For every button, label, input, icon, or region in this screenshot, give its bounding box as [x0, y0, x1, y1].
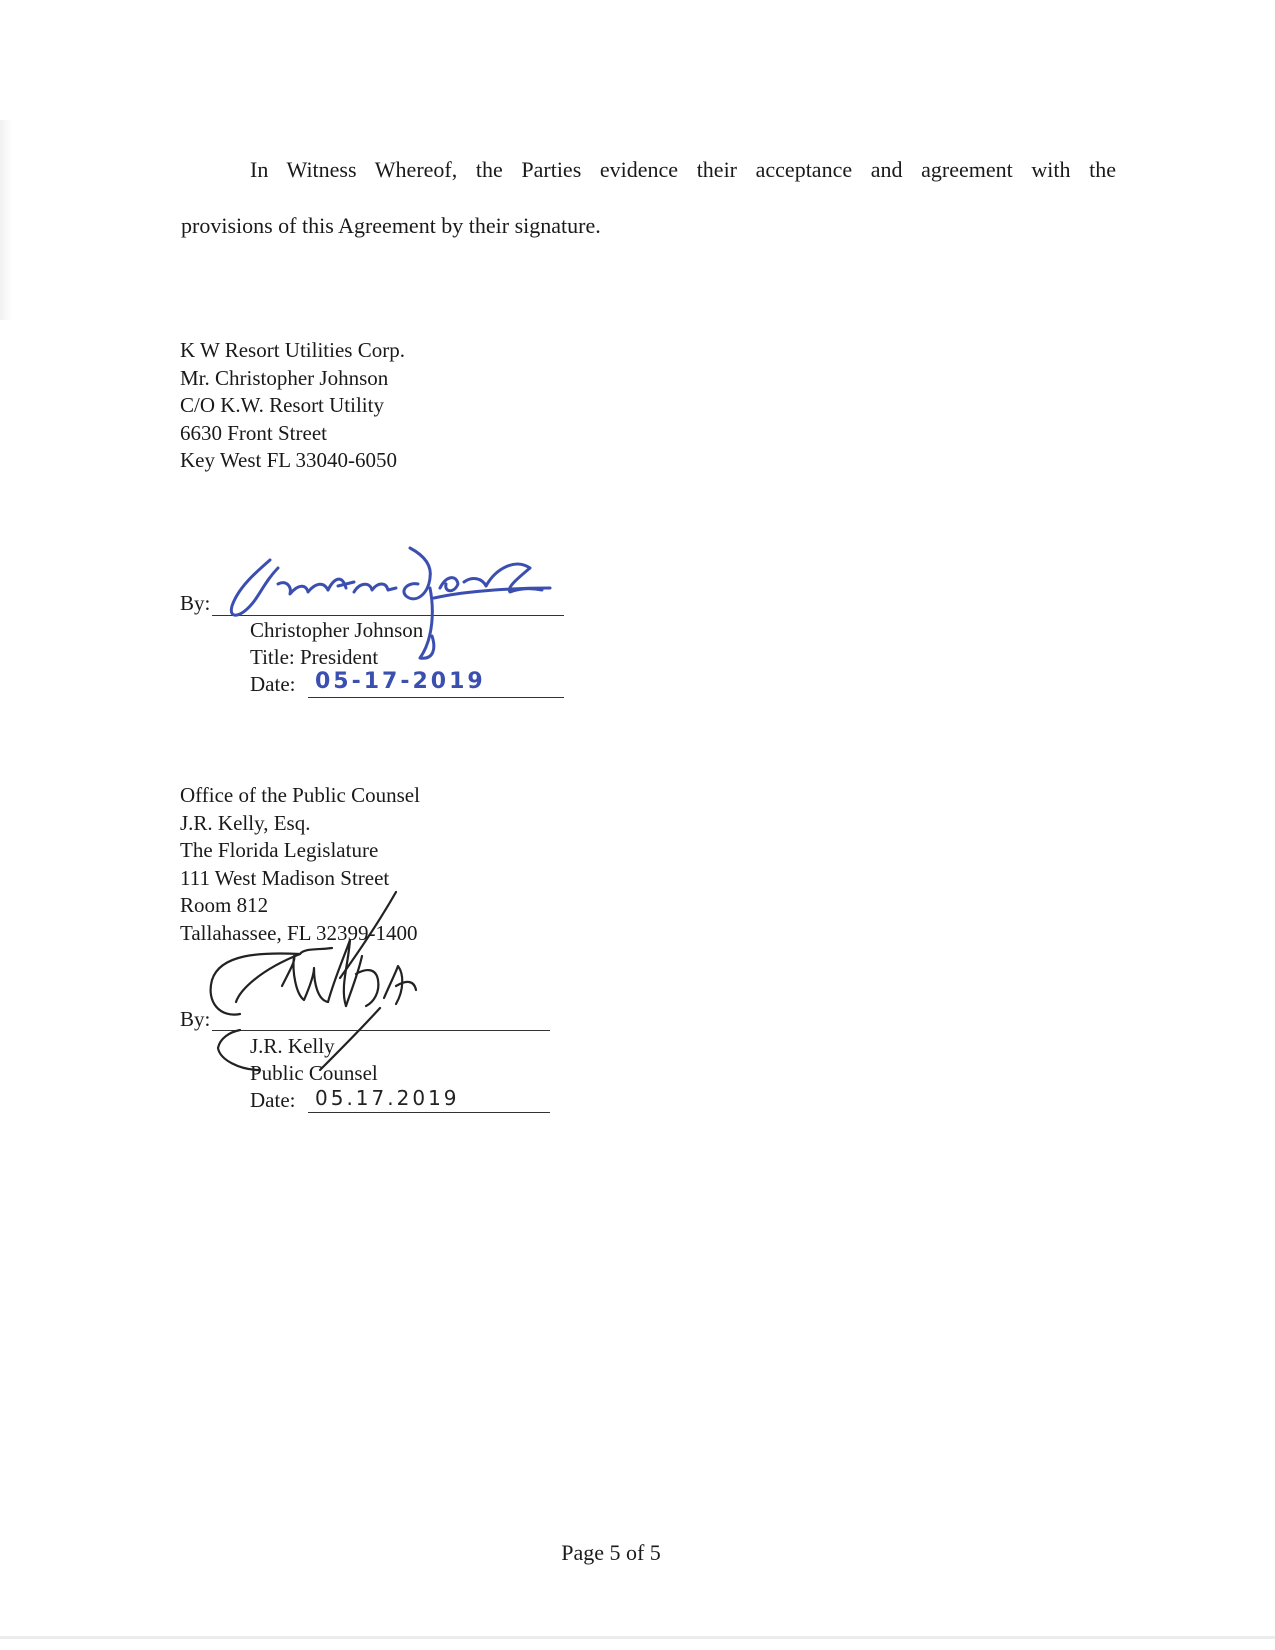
party2-date-value: 05.17.2019	[315, 1086, 460, 1110]
party1-by-label: By:	[180, 591, 211, 615]
witness-line-1: In Witness Whereof, the Parties evidence their acceptance and agreement with the	[250, 157, 1116, 182]
page-shadow-edge	[0, 120, 12, 320]
party1-signer-title: Title: President	[250, 645, 379, 669]
party1-address-line: K W Resort Utilities Corp.	[180, 338, 405, 362]
party2-date-line	[308, 1112, 550, 1113]
party2-address-line: Tallahassee, FL 32399-1400	[180, 920, 418, 945]
party2-date-label: Date:	[250, 1088, 296, 1112]
party2-signature-image	[200, 890, 440, 1100]
party1-signature-image	[220, 548, 580, 678]
party1-address-line: 6630 Front Street	[180, 420, 327, 445]
party2-address-line: 111 West Madison Street	[180, 865, 390, 890]
party1-signer-name: Christopher Johnson	[250, 618, 424, 642]
party1-address-line: Mr. Christopher Johnson	[180, 365, 389, 390]
party2-address-line: The Florida Legislature	[180, 838, 379, 862]
page-number: Page 5 of 5	[561, 1540, 661, 1565]
party2-signer-name: J.R. Kelly	[250, 1034, 335, 1058]
party2-address-line: Room 812	[180, 893, 269, 917]
party2-address-line: Office of the Public Counsel	[180, 783, 420, 807]
party2-address-line: J.R. Kelly, Esq.	[180, 810, 311, 835]
party1-date-value: 05-17-2019	[315, 669, 486, 694]
witness-line-2: provisions of this Agreement by their signature.	[181, 213, 601, 238]
party2-by-label: By:	[180, 1007, 211, 1031]
party1-address-line: C/O K.W. Resort Utility	[180, 393, 384, 417]
page-bottom-edge	[0, 1636, 1275, 1639]
party1-date-label: Date:	[250, 672, 296, 696]
witness-paragraph	[181, 142, 1116, 254]
party1-address-block	[180, 337, 405, 475]
party1-address-line: Key West FL 33040-6050	[180, 448, 398, 472]
party1-date-line	[308, 697, 564, 698]
party2-signer-title: Public Counsel	[250, 1061, 378, 1085]
